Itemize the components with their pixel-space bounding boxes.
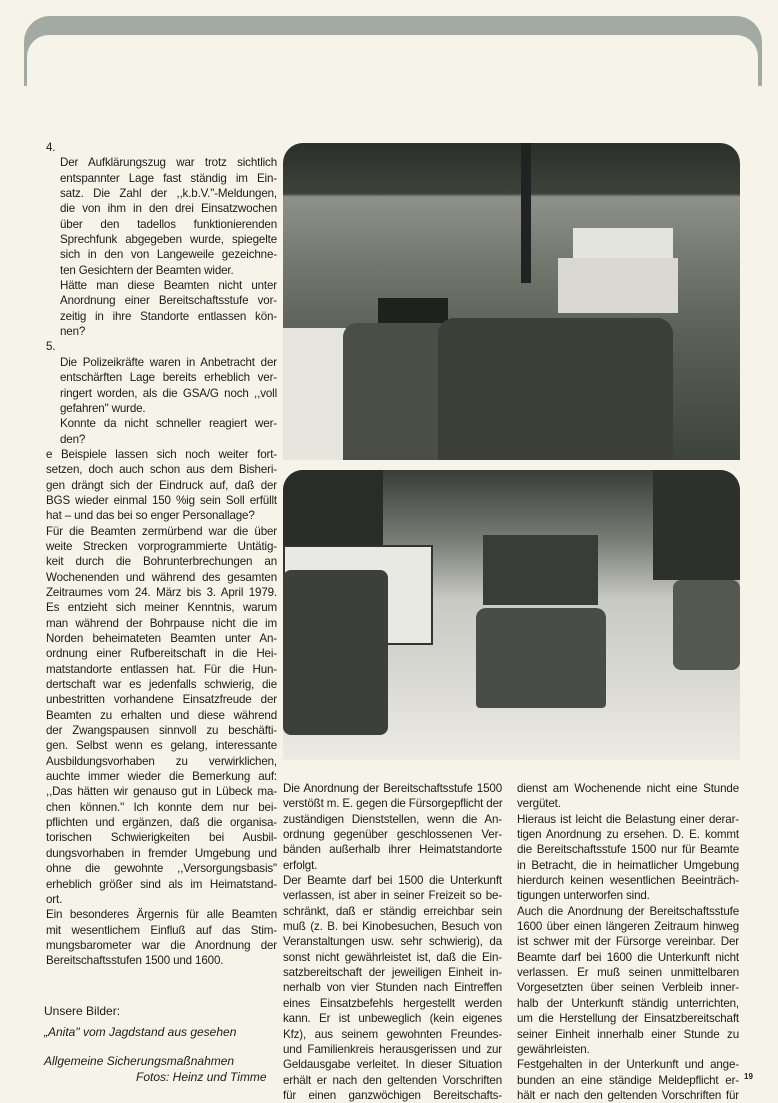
text-line: Sprechfunk abgegeben wurde, spiegelte <box>60 233 277 247</box>
text-line: mit wesentlichem Einfluß auf das Stim- <box>46 923 277 937</box>
photo-drilling-site <box>283 143 740 460</box>
text-line: Wochenenden und während des gesamten <box>46 570 277 584</box>
header-band-inner <box>27 35 758 95</box>
paragraph <box>517 904 739 1057</box>
text-line: matstandorte entlassen hat. Für die Hun- <box>46 662 277 676</box>
text-line: Festgehalten in der Unterkunft und ange- <box>517 1058 739 1072</box>
caption-2: Allgemeine Sicherungsmaßnahmen <box>44 1054 235 1068</box>
paragraph <box>517 812 739 904</box>
text-line: bunden an eine ständige Meldepflicht er- <box>517 1073 739 1087</box>
paragraph <box>283 873 502 1103</box>
text-line: gen. Selbst wenn es gelang, interessante <box>46 739 277 753</box>
text-line: Der Aufklärungszug war trotz sichtlich <box>60 156 277 170</box>
text-line: ordnung einer Rufbereitschaft in die Hei- <box>46 647 277 661</box>
text-line: den? <box>60 432 86 446</box>
text-line: bänden außerhalb ihrer Heimatstandorte <box>283 843 502 857</box>
text-line: Beamte darf bei 1600 die Unterkunft nicht <box>517 950 739 964</box>
photo-road-vehicles <box>283 470 740 760</box>
text-line: chen können." Ich konnte dem nur bei- <box>46 800 277 814</box>
text-line: setzen, doch auch schon aus dem Bisheri- <box>46 463 277 477</box>
truck <box>483 535 598 605</box>
text-line: erhält er nach den geltenden Vorschriften <box>283 1073 502 1087</box>
text-line: tigungen unterworfen sind. <box>517 889 650 903</box>
text-line: ohne die gewohnte ,,Versorgungsbasis" <box>46 862 277 876</box>
text-line: Beamten zu erhalten und diese während <box>46 708 277 722</box>
text-line: man während der Bohrpause nicht die im <box>46 616 277 630</box>
text-line: Die Polizeikräfte waren in Anbetracht der <box>60 355 277 369</box>
text-line: e Beispiele lassen sich noch weiter fort- <box>46 447 277 461</box>
text-line: sich in den von Langeweile gezeichne- <box>60 248 277 262</box>
list-number: 4. <box>46 141 56 154</box>
photo-captions <box>44 1003 267 1085</box>
text-line: hält er nach den geltenden Vorschriften für <box>517 1088 739 1102</box>
text-line: muß (z. B. bei Kinobesuchen, Besuch von <box>283 920 502 934</box>
text-line: Geldausgabe verleitet. In dieser Situation <box>283 1058 502 1072</box>
text-line: für einen ganzwöchigen Bereitschafts- <box>283 1088 502 1102</box>
text-column-middle <box>283 781 502 1103</box>
text-line: tigen Anordnung zu ersehen. D. E. kommt <box>517 828 739 842</box>
text-line: vergütet. <box>517 797 561 811</box>
text-line: zuständigen Dienststellen, wenn die An- <box>283 812 502 826</box>
truck <box>573 228 673 258</box>
paragraph <box>517 781 739 812</box>
photo-credits: Fotos: Heinz und Timme <box>136 1070 267 1084</box>
text-line: satzbereitschaft der jeweiligen Einheit in- <box>283 966 502 980</box>
text-line: Norden beheimateten Beamten unter An- <box>46 632 277 645</box>
text-line: dungsvorhaben in fremder Umgebung und <box>46 846 277 860</box>
text-line: Anordnung einer Bereitschaftsstufe vor- <box>60 294 277 308</box>
text-line: Ein besonderes Ärgernis für alle Beamten <box>46 908 277 922</box>
text-line: Zeitraumes vom 24. März bis 3. April 1979. <box>46 585 277 599</box>
text-line: Hätte man diese Beamten nicht unter <box>60 279 277 293</box>
text-line: Für die Beamten zermürbend war die über <box>46 524 277 538</box>
text-line: und Familienkreis herausgerissen und zur <box>283 1042 502 1056</box>
truck <box>558 258 678 313</box>
text-line: dertschaft war es jedenfalls schwierig, die <box>46 678 277 692</box>
text-line: satz. Die Zahl der ,,k.b.V."-Meldungen, <box>60 187 277 201</box>
paragraph <box>517 1057 739 1103</box>
text-line: eines Einsatzbefehls hergestellt werden <box>283 996 502 1010</box>
text-line: sonst nicht gewährleistet ist, daß die Ein- <box>283 950 502 964</box>
text-line: unbestritten vorhandene Einsatzfreude der <box>46 693 277 707</box>
van <box>673 580 740 670</box>
text-line: ten Gesichtern der Beamten wider. <box>60 263 234 277</box>
paragraph <box>46 907 277 968</box>
text-line: 1600 über einen längeren Zeitraum hinweg <box>517 920 739 934</box>
text-line: seiner Einheit innerhalb einer Stunde zu <box>517 1027 739 1041</box>
text-line: gewährleisten. <box>517 1042 590 1056</box>
text-line: erheblich größer sind als im Heimatstand- <box>46 877 277 891</box>
text-line: torischen Schwierigkeiten bei Ausbil- <box>46 831 277 845</box>
text-line: um die Herstellung der Einsatzbereitschaft <box>517 1012 739 1026</box>
car <box>283 570 388 735</box>
text-line: auchte immer wieder die Bemerkung auf: <box>46 770 277 784</box>
text-line: ist schwer mit der Fürsorge vereinbar. Der <box>517 935 739 949</box>
text-line: entspannter Lage fast ständig im Ein- <box>60 171 277 185</box>
text-line: gefahren" wurde. <box>60 401 146 415</box>
paragraph <box>283 781 502 873</box>
text-line: die Bereitschaftsstufe 1500 nur für Beamte <box>517 843 739 857</box>
text-line: die von ihm in den drei Einsatzwochen <box>60 202 277 216</box>
text-line: pflichten und ergänzen, daß die organisa- <box>46 816 277 830</box>
text-line: Hieraus ist leicht die Belastung einer derar- <box>517 812 739 826</box>
text-line: weite Strecken vorprogrammierte Untätig- <box>46 539 277 553</box>
text-line: verlassen, ist aber in seiner Freizeit so be- <box>283 889 502 903</box>
text-line: verlassen. Er muß seinen unmittelbaren <box>517 966 739 980</box>
page-number: 19 <box>744 1072 753 1081</box>
caption-1: „Anita" vom Jagdstand aus gesehen <box>44 1025 237 1039</box>
car <box>476 608 606 708</box>
drill-tower <box>521 143 531 283</box>
text-line: der Zwangspausen sinnvoll zu beschäfti- <box>46 724 277 738</box>
text-line: Kfz), aus seinem gewohnten Freundes- <box>283 1027 502 1041</box>
text-line: Die Anordnung der Bereitschaftsstufe 1500 <box>283 782 502 795</box>
text-line: in Betracht, die in heimatlicher Umgebung <box>517 858 739 872</box>
captions-heading: Unsere Bilder: <box>44 1004 121 1018</box>
trailer <box>438 318 673 460</box>
text-line: ort. <box>46 892 63 906</box>
paragraph <box>46 339 277 416</box>
text-line: nen? <box>60 325 86 339</box>
paragraph <box>46 140 277 278</box>
text-line: Bereitschaftsstufen 1500 und 1600. <box>46 954 224 968</box>
list-number: 5. <box>46 340 56 354</box>
text-line: Ausbildungsvorhaben zu verwirklichen, <box>46 754 277 768</box>
text-line: ordnung gegenüber geschlossenen Ver- <box>283 828 502 842</box>
text-line: über den tadellos funktionierenden <box>60 217 277 231</box>
text-line: hat – und das bei so enger Personallage? <box>46 509 255 523</box>
text-line: keit durch die Bohrunterbrechungen an <box>46 555 277 569</box>
text-line: nerhalb von vier Stunden nach Eintreffen <box>283 981 502 995</box>
text-line: Veranstaltungen usw. sehr schwierig), da <box>283 935 502 949</box>
trees <box>653 470 740 580</box>
text-line: mungsbarometer war die Anordnung der <box>46 938 277 952</box>
text-line: Vorgesetzten über seinen Verbleib inner- <box>517 981 739 995</box>
paragraph <box>46 447 277 524</box>
text-line: kann. Er ist unbeweglich (kein eigenes <box>283 1012 502 1026</box>
text-line: schränkt, daß er ständig erreichbar sein <box>283 904 502 918</box>
text-line: gen drängt sich der Eindruck auf, daß der <box>46 478 277 492</box>
text-line: Auch die Anordnung der Bereitschaftsstufe <box>517 904 739 918</box>
paragraph <box>46 416 277 447</box>
text-line: ringert worden, als die GSA/G noch ,,voll <box>60 386 277 400</box>
text-line: zeitig in ihre Standorte entlassen kön- <box>60 309 277 323</box>
text-line: Der Beamte darf bei 1500 die Unterkunft <box>283 874 502 888</box>
text-line: ,,Das hätten wir genauso gut in Lübeck ma- <box>46 785 277 799</box>
text-line: erfolgt. <box>283 858 318 872</box>
text-column-left <box>46 140 277 969</box>
text-line: Konnte da nicht schneller reagiert wer- <box>60 417 277 431</box>
text-line: verstößt m. E. gegen die Fürsorgepflicht der <box>283 797 503 811</box>
text-line: hierdurch keinen wesentlichen Beeinträch- <box>517 874 739 888</box>
text-line: Es entzieht sich meiner Kenntnis, warum <box>46 601 277 615</box>
text-line: BGS wieder einmal 150 %ig sein Soll erfüllt <box>46 493 277 507</box>
text-line: halb der Unterkunft ständig unterrichten, <box>517 996 739 1010</box>
text-line: dienst am Wochenende nicht eine Stunde <box>517 782 739 795</box>
text-line: entschärften Lage bereits erheblich ver- <box>60 371 277 385</box>
paragraph <box>46 524 277 908</box>
text-column-right <box>517 781 739 1103</box>
paragraph <box>46 278 277 339</box>
